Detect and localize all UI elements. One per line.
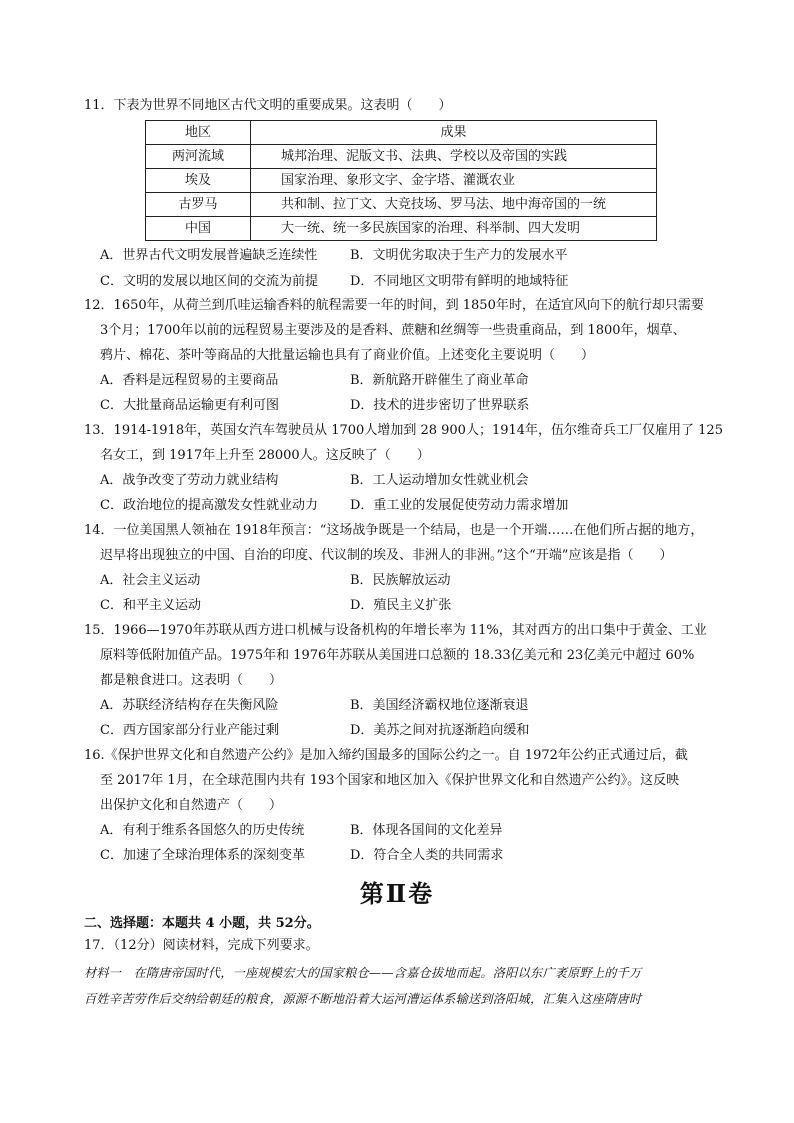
q15-option-c: C．西方国家部分行业产能过剩 — [100, 723, 279, 738]
table-cell: 埃及 — [146, 169, 251, 193]
q12-option-b: B．新航路开辟催生了商业革命 — [350, 373, 529, 388]
q12-option-c: C．大批量商品运输更有利可图 — [100, 398, 279, 413]
table-cell: 城邦治理、泥版文书、法典、学校以及帝国的实践 — [251, 145, 657, 169]
table-cell: 两河流域 — [146, 145, 251, 169]
volume-heading: 第Ⅱ卷 — [359, 879, 435, 908]
q14-option-a: A．社会主义运动 — [100, 573, 201, 588]
q13-option-b: B．工人运动增加女性就业机会 — [350, 473, 529, 488]
table-cell: 中国 — [146, 217, 251, 241]
q11-option-c: C．文明的发展以地区间的交流为前提 — [100, 274, 318, 289]
q14-option-d: D．殖民主义扩张 — [350, 598, 452, 613]
q11-stem: 11．下表为世界不同地区古代文明的重要成果。这表明（ ） — [84, 98, 452, 113]
q17-material-line-1: 材料一 在隋唐帝国时代，一座规模宏大的国家粮仓——含嘉仓拔地而起。洛阳以东广袤原野上的千万 — [84, 966, 642, 980]
q13-line-2: 名女工，到 1917年上升至 28000人。这反映了（ ） — [100, 448, 430, 463]
q16-line-2: 至 2017年 1月，在全球范围内共有 193个国家和地区加入《保护世界文化和自然遗产公约》。这反映 — [100, 773, 680, 788]
q14-line-2: 迟早将出现独立的中国、自治的印度、代议制的埃及、非洲人的非洲。”这个“开端”应该是指（ ） — [100, 548, 673, 563]
table-cell: 共和制、拉丁文、大竞技场、罗马法、地中海帝国的一统 — [251, 193, 657, 217]
q16-option-a: A．有利于维系各国悠久的历史传统 — [100, 823, 305, 838]
q12-option-d: D．技术的进步密切了世界联系 — [350, 398, 530, 413]
q17-stem: 17．（12分）阅读材料，完成下列要求。 — [84, 938, 319, 953]
table-row — [146, 193, 657, 217]
table-cell: 国家治理、象形文字、金字塔、灌溉农业 — [251, 169, 657, 193]
q15-line-2: 原料等低附加值产品。1975年和 1976年苏联从美国进口总额的 18.33亿美元和 23亿美元中超过 60% — [100, 648, 695, 663]
table-row — [146, 145, 657, 169]
q11-table — [145, 120, 657, 241]
q14-option-c: C．和平主义运动 — [100, 598, 201, 613]
table-cell: 古罗马 — [146, 193, 251, 217]
table-cell: 大一统、统一多民族国家的治理、科举制、四大发明 — [251, 217, 657, 241]
q16-line-1: 16.《保护世界文化和自然遗产公约》是加入缔约国最多的国际公约之一。自 1972年公约正式通过后，截 — [84, 748, 688, 763]
q16-option-c: C．加速了全球治理体系的深刻变革 — [100, 848, 305, 863]
q12-line-1: 12．1650年，从荷兰到爪哇运输香料的航程需要一年的时间，到 1850年时，在适宜风向下的航行却只需要 — [84, 298, 704, 313]
q13-option-a: A．战争改变了劳动力就业结构 — [100, 473, 279, 488]
q13-option-c: C．政治地位的提高激发女性就业动力 — [100, 498, 318, 513]
q11-option-a: A．世界古代文明发展普遍缺乏连续性 — [100, 248, 318, 263]
table-row — [146, 217, 657, 241]
q13-option-d: D．重工业的发展促使劳动力需求增加 — [350, 498, 569, 513]
q12-line-2: 3个月；1700年以前的远程贸易主要涉及的是香料、蔗糖和丝绸等一些贵重商品，到 1800年，烟草、 — [100, 323, 686, 338]
table-header-region: 地区 — [146, 121, 251, 145]
q16-option-b: B．体现各国间的文化差异 — [350, 823, 503, 838]
table-row — [146, 169, 657, 193]
q16-option-d: D．符合全人类的共同需求 — [350, 848, 504, 863]
q15-option-d: D．美苏之间对抗逐渐趋向缓和 — [350, 723, 530, 738]
q14-option-b: B．民族解放运动 — [350, 573, 451, 588]
table-header-achievement: 成果 — [251, 121, 657, 145]
q13-line-1: 13．1914-1918年，英国女汽车驾驶员从 1700人增加到 28 900人；1914年，伍尔维奇兵工厂仅雇用了 125 — [84, 423, 723, 438]
section-2-heading: 二、选择题：本题共 4 小题，共 52分。 — [84, 916, 320, 931]
q15-option-b: B．美国经济霸权地位逐渐衰退 — [350, 698, 529, 713]
table-header-row — [146, 121, 657, 145]
q11-option-d: D．不同地区文明带有鲜明的地域特征 — [350, 274, 569, 289]
q15-option-a: A．苏联经济结构存在失衡风险 — [100, 698, 279, 713]
q17-material-line-2: 百姓辛苦劳作后交纳给朝廷的粮食，源源不断地沿着大运河漕运体系输送到洛阳城，汇集入这座隋唐时 — [84, 992, 642, 1006]
q14-line-1: 14．一位美国黑人领袖在 1918年预言：“这场战争既是一个结局，也是一个开端……在他们所占据的地方， — [84, 523, 704, 538]
q16-line-3: 出保护文化和自然遗产（ ） — [100, 798, 283, 813]
q15-line-3: 都是粮食进口。这表明（ ） — [100, 673, 283, 688]
q15-line-1: 15．1966—1970年苏联从西方进口机械与设备机构的年增长率为 11%，其对西方的出口集中于黄金、工业 — [84, 623, 707, 638]
q11-option-b: B．文明优劣取决于生产力的发展水平 — [350, 248, 568, 263]
q12-option-a: A．香料是远程贸易的主要商品 — [100, 373, 279, 388]
q12-line-3: 鸦片、棉花、茶叶等商品的大批量运输也具有了商业价值。上述变化主要说明（ ） — [100, 348, 595, 363]
